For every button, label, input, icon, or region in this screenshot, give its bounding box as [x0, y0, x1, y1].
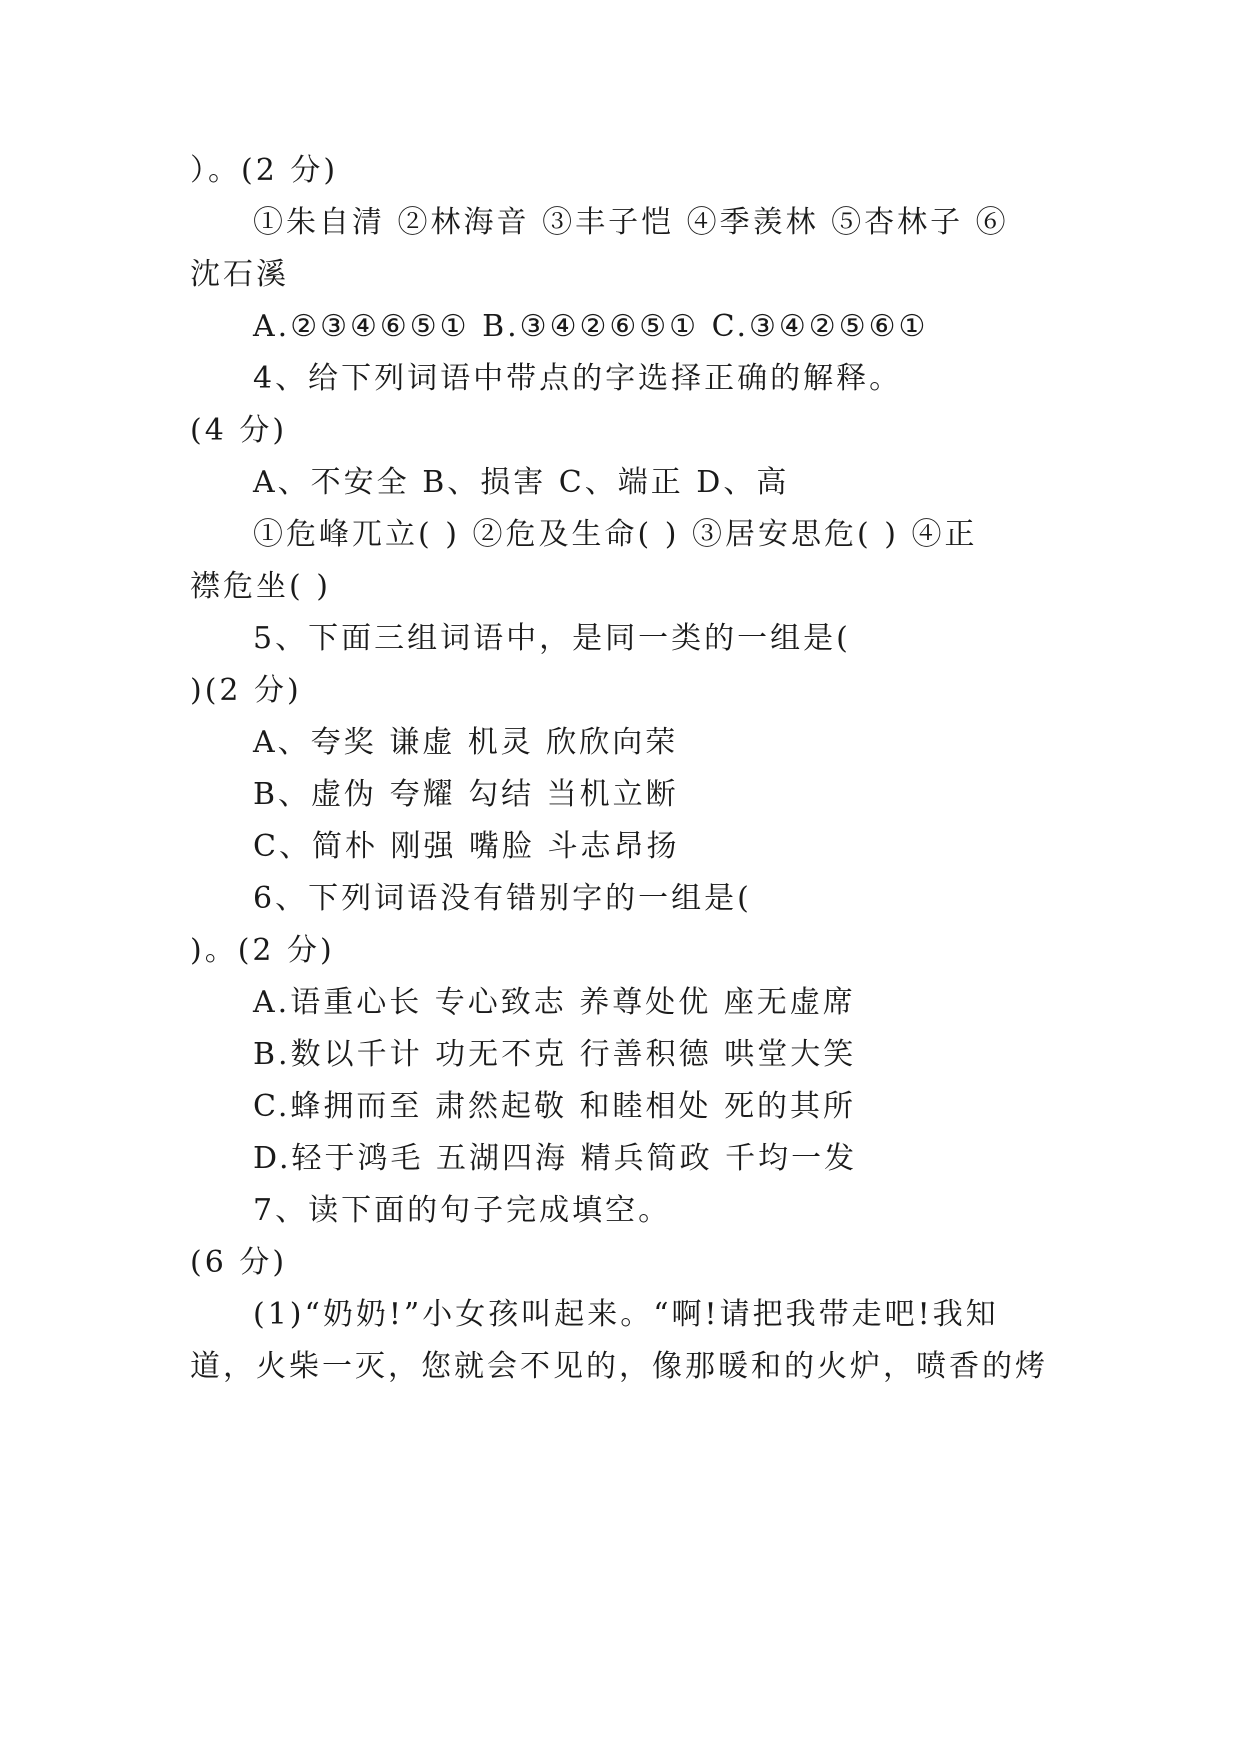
text-line: B、虚伪 夸耀 勾结 当机立断 — [253, 777, 679, 812]
text-line: ①危峰兀立( ) ②危及生命( ) ③居安思危( ) ④正 — [253, 517, 978, 552]
text-line: C.蜂拥而至 肃然起敬 和睦相处 死的其所 — [253, 1089, 857, 1124]
text-line: D.轻于鸿毛 五湖四海 精兵简政 千均一发 — [253, 1141, 858, 1176]
text-line: (4 分) — [190, 413, 288, 448]
text-line: (1)“奶奶!”小女孩叫起来。“啊!请把我带走吧!我知 — [253, 1297, 999, 1332]
text-line: A.语重心长 专心致志 养尊处优 座无虚席 — [253, 985, 856, 1020]
text-line: 襟危坐( ) — [190, 569, 331, 604]
text-line: A.②③④⑥⑤① B.③④②⑥⑤① C.③④②⑤⑥① — [253, 309, 929, 344]
text-line: 沈石溪 — [190, 257, 289, 292]
text-line: (6 分) — [190, 1245, 288, 1280]
text-line: 5、下面三组词语中，是同一类的一组是( — [253, 621, 851, 656]
text-line: )。(2 分) — [190, 933, 335, 968]
text-line: A、不安全 B、损害 C、端正 D、高 — [253, 465, 790, 500]
text-line: A、夸奖 谦虚 机灵 欣欣向荣 — [253, 725, 679, 760]
text-line: 7、读下面的句子完成填空。 — [253, 1193, 672, 1228]
text-line: )(2 分) — [190, 673, 302, 708]
text-line: 6、下列词语没有错别字的一组是( — [253, 881, 752, 916]
text-line: 道，火柴一灭，您就会不见的，像那暖和的火炉，喷香的烤 — [190, 1349, 1048, 1384]
text-line: ①朱自清 ②林海音 ③丰子恺 ④季羡林 ⑤杏林子 ⑥ — [253, 205, 1009, 240]
text-line: B.数以千计 功无不克 行善积德 哄堂大笑 — [253, 1037, 857, 1072]
text-line: ）。(2 分) — [190, 153, 339, 188]
text-line: C、简朴 刚强 嘴脸 斗志昂扬 — [253, 829, 680, 864]
text-line: 4、给下列词语中带点的字选择正确的解释。 — [253, 361, 903, 396]
